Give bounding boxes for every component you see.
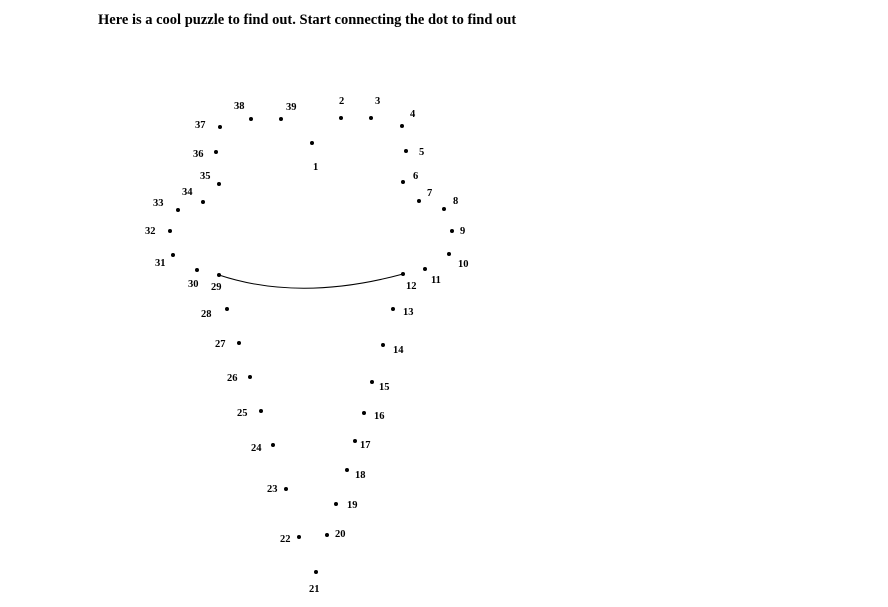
dot-label-22: 22: [280, 534, 291, 545]
puzzle-dot-8: [442, 207, 446, 211]
dot-label-1: 1: [313, 162, 319, 173]
puzzle-dot-36: [214, 150, 218, 154]
puzzle-dot-28: [225, 307, 229, 311]
puzzle-dot-17: [353, 439, 357, 443]
puzzle-dot-21: [314, 570, 318, 574]
puzzle-dot-14: [381, 343, 385, 347]
puzzle-instruction: Here is a cool puzzle to find out. Start connecting the dot to find out: [98, 12, 517, 28]
puzzle-dot-16: [362, 411, 366, 415]
dot-label-3: 3: [375, 96, 381, 107]
puzzle-dot-39: [279, 117, 283, 121]
puzzle-dot-4: [400, 124, 404, 128]
puzzle-dot-20: [325, 533, 329, 537]
puzzle-dot-35: [217, 182, 221, 186]
puzzle-dot-38: [249, 117, 253, 121]
dot-label-28: 28: [201, 309, 212, 320]
dot-label-16: 16: [374, 411, 385, 422]
dot-label-8: 8: [453, 196, 459, 207]
dot-label-15: 15: [379, 382, 390, 393]
puzzle-dot-13: [391, 307, 395, 311]
puzzle-dot-33: [176, 208, 180, 212]
dot-label-26: 26: [227, 373, 238, 384]
dot-label-32: 32: [145, 226, 156, 237]
dot-label-25: 25: [237, 408, 248, 419]
puzzle-dot-26: [248, 375, 252, 379]
puzzle-dot-32: [168, 229, 172, 233]
dot-label-12: 12: [406, 281, 417, 292]
dot-label-2: 2: [339, 96, 345, 107]
puzzle-dot-15: [370, 380, 374, 384]
puzzle-dot-37: [218, 125, 222, 129]
puzzle-dot-12: [401, 272, 405, 276]
dot-label-11: 11: [431, 275, 441, 286]
puzzle-dot-29: [217, 273, 221, 277]
puzzle-dot-1: [310, 141, 314, 145]
dot-label-35: 35: [200, 171, 211, 182]
dot-label-5: 5: [419, 147, 425, 158]
puzzle-dot-34: [201, 200, 205, 204]
dot-label-13: 13: [403, 307, 414, 318]
dot-label-20: 20: [335, 529, 346, 540]
dot-label-34: 34: [182, 187, 193, 198]
curve-line: [219, 274, 403, 288]
puzzle-dot-31: [171, 253, 175, 257]
dot-label-31: 31: [155, 258, 166, 269]
puzzle-dot-24: [271, 443, 275, 447]
dot-label-10: 10: [458, 259, 469, 270]
dot-label-14: 14: [393, 345, 404, 356]
puzzle-dot-11: [423, 267, 427, 271]
puzzle-dot-6: [401, 180, 405, 184]
puzzle-dot-22: [297, 535, 301, 539]
puzzle-dot-5: [404, 149, 408, 153]
dot-label-19: 19: [347, 500, 358, 511]
dot-label-30: 30: [188, 279, 199, 290]
puzzle-dot-10: [447, 252, 451, 256]
puzzle-dot-25: [259, 409, 263, 413]
dot-label-9: 9: [460, 226, 466, 237]
dot-label-29: 29: [211, 282, 222, 293]
puzzle-dot-2: [339, 116, 343, 120]
puzzle-dot-27: [237, 341, 241, 345]
dot-label-18: 18: [355, 470, 366, 481]
dot-label-39: 39: [286, 102, 297, 113]
puzzle-dot-9: [450, 229, 454, 233]
dot-label-17: 17: [360, 440, 371, 451]
puzzle-dot-23: [284, 487, 288, 491]
puzzle-dot-30: [195, 268, 199, 272]
dot-label-21: 21: [309, 584, 320, 595]
dot-label-37: 37: [195, 120, 206, 131]
puzzle-dot-19: [334, 502, 338, 506]
dot-label-36: 36: [193, 149, 204, 160]
puzzle-dot-7: [417, 199, 421, 203]
dot-label-23: 23: [267, 484, 278, 495]
dot-label-33: 33: [153, 198, 164, 209]
dot-label-7: 7: [427, 188, 433, 199]
dot-label-6: 6: [413, 171, 419, 182]
dot-label-27: 27: [215, 339, 226, 350]
puzzle-dot-18: [345, 468, 349, 472]
dot-label-24: 24: [251, 443, 262, 454]
dot-label-38: 38: [234, 101, 245, 112]
puzzle-dot-3: [369, 116, 373, 120]
dot-label-4: 4: [410, 109, 416, 120]
